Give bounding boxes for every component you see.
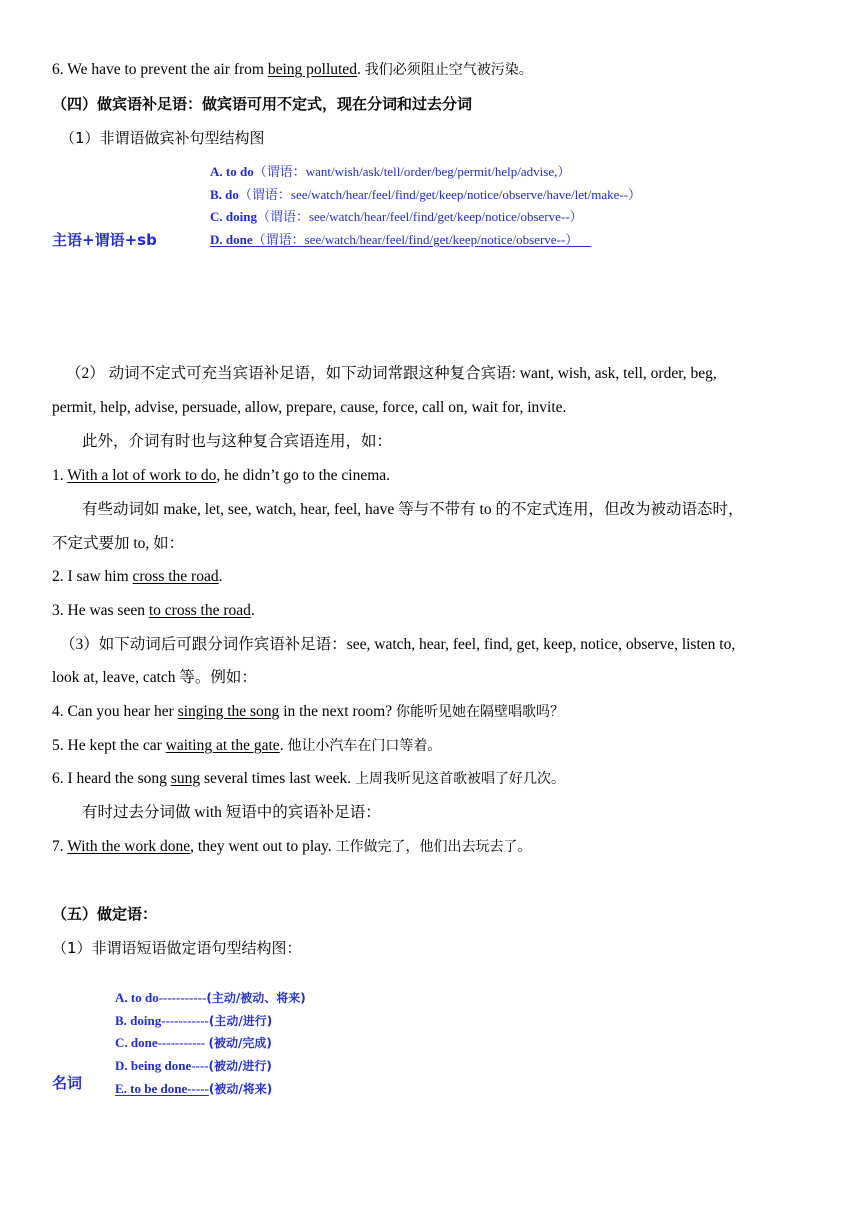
- section-heading-5: （五）做定语：: [52, 905, 158, 923]
- diagram-item: D. done（谓语：see/watch/hear/feel/find/get/keep/notice/observe--）: [210, 232, 579, 247]
- diagram-item: B. doing-----------(主动/进行): [115, 1013, 273, 1028]
- example-line: 7. With the work done, they went out to play. 工作做完了，他们出去玩去了。: [52, 838, 532, 855]
- example-line: 2. I saw him cross the road.: [52, 568, 223, 585]
- diagram-item: C. done----------- (被动/完成): [115, 1035, 272, 1050]
- example-line: 6. We have to prevent the air from being polluted. 我们必须阻止空气被污染。: [52, 61, 533, 78]
- diagram-lead: 主语+谓语+sb: [52, 231, 157, 249]
- example-line: 6. I heard the song sung several times last week. 上周我听见这首歌被唱了好几次。: [52, 770, 566, 787]
- example-line: 5. He kept the car waiting at the gate. 他让小汽车在门口等着。: [52, 737, 442, 754]
- paragraph: look at, leave, catch 等。例如：: [52, 669, 257, 686]
- diagram-item: A. to do（谓语：want/wish/ask/tell/order/beg/permit/help/advise,）: [210, 164, 571, 179]
- example-line: 1. With a lot of work to do, he didn’t go to the cinema.: [52, 467, 391, 484]
- diagram-item: C. doing（谓语：see/watch/hear/feel/find/get/keep/notice/observe--）: [210, 209, 583, 224]
- paragraph: 不定式要加 to, 如：: [52, 535, 185, 552]
- diagram-item: B. do（谓语：see/watch/hear/feel/find/get/keep/notice/observe/have/let/make--）: [210, 187, 642, 202]
- paragraph: 有些动词如 make, let, see, watch, hear, feel, have 等与不带有 to 的不定式连用，但改为被动语态时，: [82, 501, 744, 518]
- paragraph: （2） 动词不定式可充当宾语补足语，如下动词常跟这种复合宾语: want, wish, ask, tell, order, beg,: [66, 365, 717, 382]
- underlined-phrase: being polluted: [267, 61, 357, 78]
- diagram-item: A. to do-----------(主动/被动、将来): [115, 990, 306, 1005]
- subheading: （1）非谓语短语做定语句型结构图：: [52, 939, 302, 957]
- paragraph: 有时过去分词做 with 短语中的宾语补足语：: [82, 804, 381, 821]
- paragraph: （3）如下动词后可跟分词作宾语补足语：see, watch, hear, feel, find, get, keep, notice, observe, listen to,: [60, 636, 736, 653]
- diagram-lead: 名词: [52, 1074, 83, 1092]
- section-heading-4: （四）做宾语补足语：做宾语可用不定式，现在分词和过去分词: [52, 95, 473, 113]
- subheading: （1）非谓语做宾补句型结构图: [60, 129, 265, 147]
- example-line: 3. He was seen to cross the road.: [52, 602, 255, 619]
- paragraph: 此外，介词有时也与这种复合宾语连用，如：: [82, 433, 393, 450]
- example-line: 4. Can you hear her singing the song in the next room? 你能听见她在隔壁唱歌吗？: [52, 703, 564, 720]
- diagram-item: E. to be done-----(被动/将来): [115, 1081, 273, 1096]
- diagram-item: D. being done----(被动/进行): [115, 1058, 272, 1073]
- paragraph: permit, help, advise, persuade, allow, prepare, cause, force, call on, wait for, invite.: [52, 399, 567, 416]
